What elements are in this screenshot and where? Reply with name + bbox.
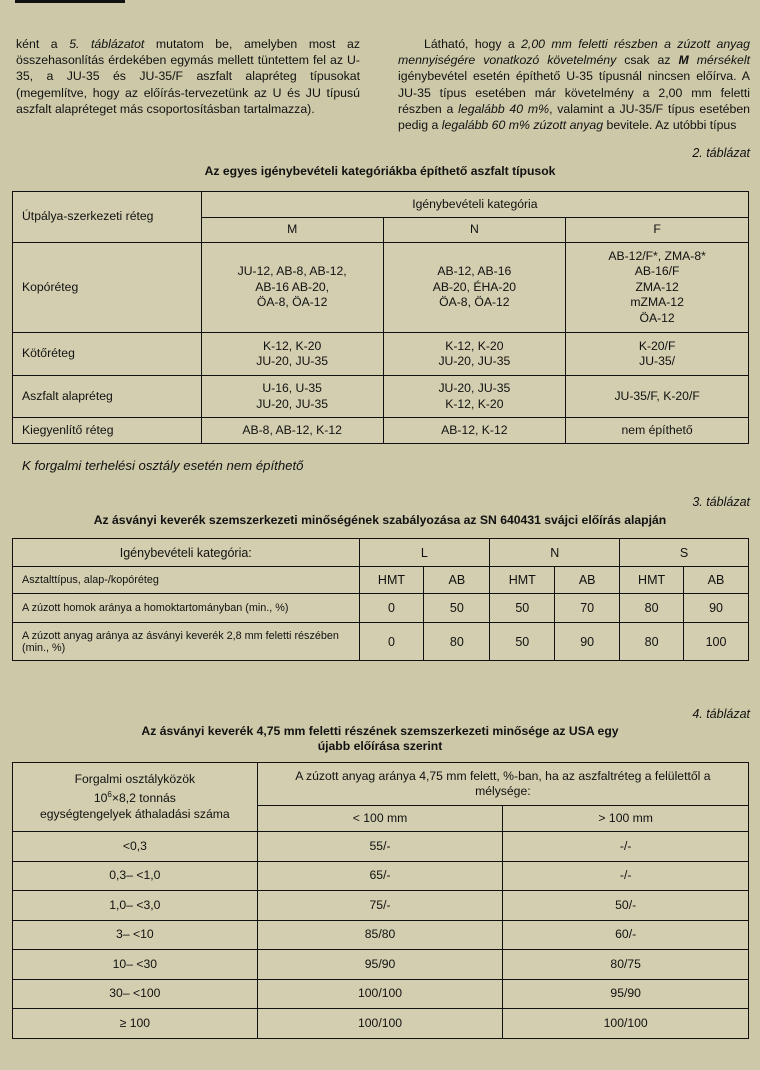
table4-value-shallow: 100/100	[257, 1009, 503, 1039]
table4-col1-line1: Forgalmi osztályközök	[74, 772, 196, 787]
table2-layer: Kiegyenlítő réteg	[13, 418, 202, 444]
table4-value-shallow: 75/-	[257, 891, 503, 921]
table2-cell	[566, 418, 749, 444]
table2-cell	[201, 333, 383, 376]
table4-row	[13, 891, 749, 921]
table3-row	[13, 623, 749, 661]
cell-line: K-12, K-20	[445, 338, 504, 353]
table3-type: HMT	[490, 567, 555, 594]
table4-value-shallow: 95/90	[257, 950, 503, 980]
table4-range: 1,0– <3,0	[13, 891, 258, 921]
table2-cat-header: N	[383, 218, 566, 243]
table2-footnote: K forgalmi terhelési osztály esetén nem építhető	[22, 458, 304, 473]
table3-value: 80	[620, 623, 684, 661]
table2-layer: Aszfalt alapréteg	[13, 376, 202, 418]
right-text-column	[398, 36, 750, 133]
table3-title: Az ásványi keverék szemszerkezeti minőségének szabályozása az SN 640431 svájci előírás alapján	[93, 513, 667, 527]
table3-value: 80	[424, 623, 490, 661]
table2-group-header: Igénybevételi kategória	[201, 192, 748, 218]
table3-type: HMT	[359, 567, 424, 594]
table4-col1-line3: egységtengelyek áthaladási száma	[40, 806, 230, 821]
table4-sub-header: < 100 mm	[257, 806, 503, 832]
cell-line: AB-12, K-12	[441, 422, 508, 437]
table4-col1-header	[13, 763, 258, 832]
cell-line: ÖA-8, ÖA-12	[256, 295, 328, 310]
table4-title-line1: Az ásványi keverék 4,75 mm feletti részének szemszerkezeti minősége az USA egy	[141, 724, 619, 738]
table3-header-label: Igénybevételi kategória:	[13, 539, 360, 567]
table4-number: 4. táblázat	[692, 707, 750, 721]
table4-title	[0, 724, 760, 754]
table3-row-label: A zúzott anyag aránya az ásványi keverék 2,8 mm feletti részében (min., %)	[13, 623, 360, 661]
cell-line: ZMA-12	[635, 279, 679, 294]
table2-row	[13, 418, 749, 444]
table4-row	[13, 832, 749, 862]
table4-sub-header: > 100 mm	[503, 806, 749, 832]
table3-cat-header: N	[490, 539, 620, 567]
table2-cell	[566, 376, 749, 418]
table4-group-header: A zúzott anyag aránya 4,75 mm felett, %-ban, ha az aszfaltréteg a felülettől a mélysége:	[257, 763, 748, 806]
table2-number: 2. táblázat	[692, 146, 750, 160]
cell-line: JU-20, JU-35	[256, 354, 329, 368]
cell-line: AB-8, AB-12, K-12	[242, 422, 342, 437]
table4-col1-exp: 6	[107, 790, 112, 800]
table3-value: 70	[555, 594, 620, 623]
table3-value: 50	[490, 623, 555, 661]
table3-type: AB	[555, 567, 620, 594]
table4-value-shallow: 55/-	[257, 832, 503, 862]
table2-cell	[383, 418, 566, 444]
cell-line: U-16, U-35	[262, 381, 322, 395]
table4-value-shallow: 100/100	[257, 979, 503, 1009]
table4-value-deep: -/-	[503, 832, 749, 862]
cell-line: JU-20, JU-35	[256, 396, 329, 411]
table4-row	[13, 861, 749, 891]
table3-type-label: Asztalttípus, alap-/kopóréteg	[13, 567, 360, 594]
table4-row	[13, 979, 749, 1009]
cell-line: ÖA-12	[639, 310, 675, 325]
table3-type: AB	[684, 567, 749, 594]
table3-value: 90	[684, 594, 749, 623]
table2-cell	[566, 333, 749, 376]
table4-col1-base: 10	[93, 791, 108, 806]
table4-value-shallow: 85/80	[257, 920, 503, 950]
table4-value-deep: 95/90	[503, 979, 749, 1009]
table4-value-deep: 50/-	[503, 891, 749, 921]
table2	[12, 191, 749, 444]
table2-cell	[383, 376, 566, 418]
table4-range: <0,3	[13, 832, 258, 862]
cell-line: JU-35/F, K-20/F	[614, 388, 700, 403]
table2-cell	[201, 376, 383, 418]
table4-value-deep: -/-	[503, 861, 749, 891]
table3-value: 0	[359, 623, 424, 661]
table4-value-deep: 60/-	[503, 920, 749, 950]
table4-range: 3– <10	[13, 920, 258, 950]
table3	[12, 538, 749, 661]
table3-number: 3. táblázat	[692, 495, 750, 509]
text-run: M	[678, 53, 689, 68]
table3-row-label: A zúzott homok aránya a homoktartományban (min., %)	[13, 594, 360, 623]
top-rule	[15, 0, 125, 3]
cell-line: JU-20, JU-35	[438, 354, 511, 368]
table3-value: 80	[620, 594, 684, 623]
table2-cat-header: M	[201, 218, 383, 243]
left-text-column	[16, 36, 360, 117]
cell-line: mZMA-12	[630, 295, 684, 310]
table2-title: Az egyes igénybevételi kategóriákba építhető aszfalt típusok	[204, 164, 556, 178]
table2-layer: Kötőréteg	[13, 333, 202, 376]
left-paragraph: ként a 5. táblázatot mutatom be, amelyben most az összehasonlítás érdekében egymás mellett tüntettem fel az U-35, a JU-35 és JU-35/F aszfalt alapréteg típusokat (megemlítve, hogy az előírás-tervezetünk az U és JU típusú aszfalt alapréteget más csoportosításban tartalmazza).	[16, 37, 361, 116]
table3-row	[13, 594, 749, 623]
cell-line: K-12, K-20	[263, 338, 322, 353]
cell-line: AB-16/F	[634, 264, 680, 279]
table4	[12, 762, 749, 1039]
table3-value: 100	[684, 623, 749, 661]
table3-type: HMT	[620, 567, 684, 594]
right-paragraph: Látható, hogy a 2,00 mm feletti részben a zúzott anyag mennyiségére vonatkozó követelmény csak az M mérsékelt igénybevétel esetén építhető U-35 típusnál nincsen előírva. A JU-35 típus esetében már követelmény a 2,00 mm feletti részben a legalább 40 m%, valamint a JU-35/F típus esetében pedig a legalább 60 m% zúzott anyag bevitele. Az utóbbi típus	[398, 37, 751, 133]
table2-cell	[201, 418, 383, 444]
table4-range: 10– <30	[13, 950, 258, 980]
table4-col1-rest: ×8,2 tonnás	[111, 791, 176, 806]
text-run: legalább 60 m% zúzott anyag	[441, 118, 604, 133]
cell-line: AB-16 AB-20,	[255, 279, 330, 294]
table2-cell	[383, 243, 566, 333]
table2-row	[13, 376, 749, 418]
table3-value: 0	[359, 594, 424, 623]
table2-cell	[383, 333, 566, 376]
table3-cat-header: L	[359, 539, 490, 567]
cell-line: AB-12/F*, ZMA-8*	[608, 248, 706, 263]
table4-range: 0,3– <1,0	[13, 861, 258, 891]
table4-range: 30– <100	[13, 979, 258, 1009]
table3-value: 50	[424, 594, 490, 623]
table2-cell	[201, 243, 383, 333]
table2-layer: Kopóréteg	[13, 243, 202, 333]
table3-cat-header: S	[620, 539, 749, 567]
table4-row	[13, 950, 749, 980]
text-run: 5. táblázatot	[69, 37, 145, 51]
table2-cell	[566, 243, 749, 333]
table2-row	[13, 333, 749, 376]
table4-row	[13, 1009, 749, 1039]
table4-row	[13, 920, 749, 950]
cell-line: ÖA-8, ÖA-12	[439, 295, 510, 310]
cell-line: K-20/F	[638, 338, 676, 353]
text-run: legalább 40 m%	[458, 101, 550, 116]
table4-value-shallow: 65/-	[257, 861, 503, 891]
cell-line: JU-35/	[639, 354, 676, 368]
table4-title-line2: újabb előírása szerint	[317, 739, 443, 753]
table4-value-deep: 100/100	[503, 1009, 749, 1039]
table2-cat-header: F	[566, 218, 749, 243]
cell-line: AB-12, AB-16	[437, 264, 512, 279]
cell-line: JU-12, AB-8, AB-12,	[237, 264, 347, 279]
table3-type: AB	[424, 567, 490, 594]
table3-value: 90	[555, 623, 620, 661]
table2-col1-header: Útpálya-szerkezeti réteg	[13, 192, 202, 243]
cell-line: JU-20, JU-35	[438, 381, 511, 395]
text-run: 2,00 mm feletti részben a zúzott anyag mennyiségére vonatkozó követelmény	[398, 37, 750, 68]
cell-line: AB-20, ÉHA-20	[432, 279, 517, 294]
table4-range: ≥ 100	[13, 1009, 258, 1039]
text-run: mérsékelt	[688, 53, 750, 68]
cell-line: K-12, K-20	[445, 396, 504, 411]
cell-line: nem építhető	[621, 422, 693, 437]
table4-value-deep: 80/75	[503, 950, 749, 980]
table2-row	[13, 243, 749, 333]
table4-col1-line2	[13, 787, 257, 806]
table3-value: 50	[490, 594, 555, 623]
